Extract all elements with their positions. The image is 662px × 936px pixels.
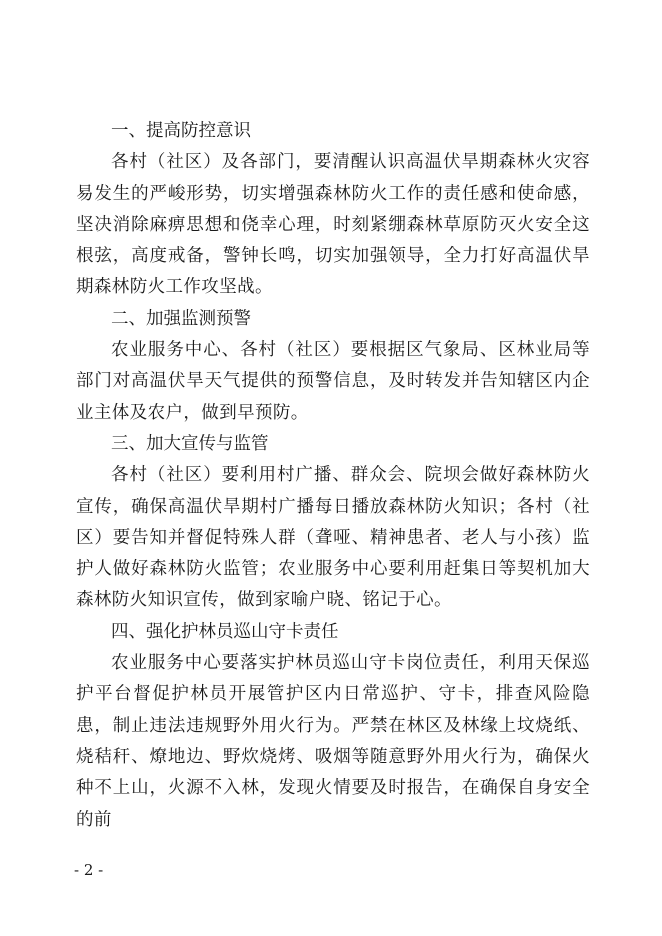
- section-heading-3: 三、加大宣传与监管: [111, 433, 269, 454]
- section-body-1: 各村（社区）及各部门，要清醒认识高温伏旱期森林火灾容易发生的严峻形势，切实增强森林防火工作的责任感和使命感，坚决消除麻痹思想和侥幸心理，时刻紧绷森林草原防灭火安全这根弦，高度戒备，警钟长鸣，切实加强领导，全力打好高温伏旱期森林防火工作攻坚战。: [76, 152, 590, 298]
- section-heading-2: 二、加强监测预警: [111, 308, 251, 329]
- page-number: - 2 -: [74, 861, 104, 879]
- document-body: [76, 116, 590, 836]
- section-body-3: 各村（社区）要利用村广播、群众会、院坝会做好森林防火宣传，确保高温伏旱期村广播每日播放森林防火知识；各村（社区）要告知并督促特殊人群（聋哑、精神患者、老人与小孩）监护人做好森林防火监管；农业服务中心要利用赶集日等契机加大森林防火知识宣传，做到家喻户晓、铭记于心。: [76, 465, 590, 611]
- section-body-4: 农业服务中心要落实护林员巡山守卡岗位责任，利用天保巡护平台督促护林员开展管护区内日常巡护、守卡，排查风险隐患，制止违法违规野外用火行为。严禁在林区及林缘上坟烧纸、烧秸秆、燎地边、野炊烧烤、吸烟等随意野外用火行为，确保火种不上山，火源不入林，发现火情要及时报告，在确保自身安全的前: [76, 653, 590, 830]
- section-heading-4: 四、强化护林员巡山守卡责任: [111, 621, 339, 642]
- section-body-2: 农业服务中心、各村（社区）要根据区气象局、区林业局等部门对高温伏旱天气提供的预警信息，及时转发并告知辖区内企业主体及农户，做到早预防。: [76, 340, 590, 423]
- section-heading-1: 一、提高防控意识: [111, 121, 251, 141]
